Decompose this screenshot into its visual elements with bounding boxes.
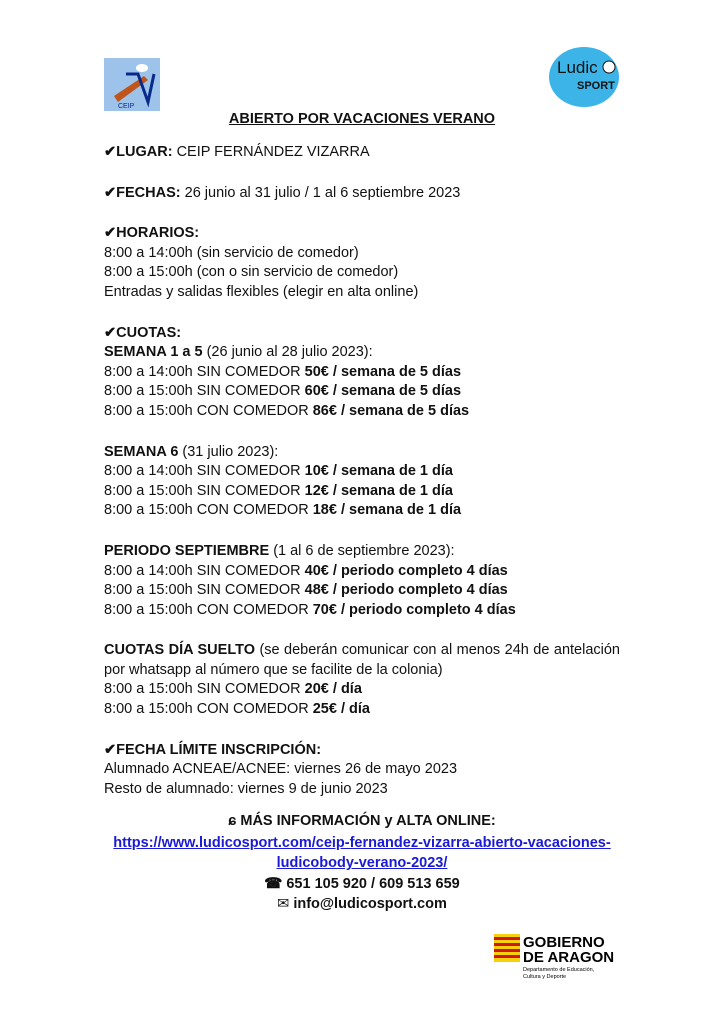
- check-icon: ✔: [104, 225, 117, 242]
- fee-group-title: SEMANA 1 a 5: [104, 344, 203, 361]
- svg-text:CEIP: CEIP: [118, 103, 135, 110]
- fee-schedule: 8:00 a 14:00h SIN COMEDOR: [104, 463, 305, 480]
- fee-price: 60€ / semana de 5 días: [304, 383, 462, 400]
- svg-text:SPORT: SPORT: [577, 80, 615, 92]
- fee-price: 25€ / día: [312, 701, 370, 718]
- fee-row: [104, 363, 620, 383]
- fee-group-heading: [104, 443, 620, 463]
- fee-schedule: 8:00 a 15:00h CON COMEDOR: [104, 701, 313, 718]
- limite-line: Resto de alumnado: viernes 9 de junio 2023: [104, 780, 388, 797]
- fee-group-title: PERIODO SEPTIEMBRE: [104, 542, 270, 559]
- ceip-logo: [104, 58, 160, 111]
- signup-link-cont[interactable]: ludicobody-verano-2023/: [276, 855, 448, 871]
- fee-schedule: 8:00 a 14:00h SIN COMEDOR: [104, 363, 305, 380]
- fee-group-note: (se deberán comunicar con al menos 24h de antelación por whatsapp al número que se facilite de la colonia): [104, 642, 620, 678]
- svg-text:GOBIERNO: GOBIERNO: [523, 934, 605, 951]
- lugar-line: [104, 143, 620, 163]
- fee-group-title: SEMANA 6: [104, 443, 179, 460]
- contact-section: [0, 811, 724, 915]
- fee-row: [104, 482, 620, 502]
- fee-schedule: 8:00 a 15:00h CON COMEDOR: [104, 502, 313, 519]
- fee-price: 40€ / periodo completo 4 días: [304, 562, 508, 579]
- fee-schedule: 8:00 a 14:00h SIN COMEDOR: [104, 562, 305, 579]
- fee-row: [104, 680, 620, 700]
- fee-schedule: 8:00 a 15:00h SIN COMEDOR: [104, 582, 305, 599]
- fee-row: [104, 501, 620, 521]
- email-icon: ✉: [277, 896, 290, 912]
- horarios-heading: [104, 224, 620, 244]
- fee-price: 70€ / periodo completo 4 días: [312, 601, 516, 618]
- check-icon: ✔: [104, 184, 117, 201]
- fee-group-heading: [104, 641, 620, 680]
- document-body: [104, 143, 620, 799]
- fee-row: [104, 462, 620, 482]
- fee-group-note: (26 junio al 28 julio 2023):: [202, 344, 373, 361]
- fechas-value: 26 junio al 31 julio / 1 al 6 septiembre 2023: [180, 184, 461, 201]
- fechas-label: FECHAS:: [116, 184, 181, 201]
- fee-schedule: 8:00 a 15:00h SIN COMEDOR: [104, 482, 305, 499]
- fee-price: 48€ / periodo completo 4 días: [304, 582, 508, 599]
- page-title: ABIERTO POR VACACIONES VERANO: [228, 111, 496, 127]
- svg-text:Cultura y Deporte: Cultura y Deporte: [523, 974, 567, 980]
- fee-row: [104, 562, 620, 582]
- fee-row: [104, 382, 620, 402]
- phone-icon: ☎: [264, 875, 283, 892]
- signup-link[interactable]: https://www.ludicosport.com/ceip-fernandez-vizarra-abierto-vacaciones-: [113, 834, 611, 851]
- svg-text:Departamento de Educación,: Departamento de Educación,: [523, 967, 595, 973]
- horario-line: 8:00 a 14:00h (sin servicio de comedor): [104, 244, 359, 261]
- fee-group-heading: [104, 343, 620, 363]
- horario-line: Entradas y salidas flexibles (elegir en alta online): [104, 283, 419, 300]
- phone-numbers: 651 105 920 / 609 513 659: [286, 875, 460, 892]
- fee-schedule: 8:00 a 15:00h SIN COMEDOR: [104, 383, 305, 400]
- info-heading-text: MÁS INFORMACIÓN y ALTA ONLINE:: [240, 813, 496, 829]
- svg-text:DE ARAGON: DE ARAGON: [523, 949, 615, 966]
- fee-price: 18€ / semana de 1 día: [312, 502, 462, 519]
- gobierno-aragon-logo: [494, 932, 624, 982]
- ludicosport-logo: [549, 47, 619, 107]
- fee-row: [104, 402, 620, 422]
- fee-price: 20€ / día: [304, 681, 362, 698]
- horarios-label: HORARIOS:: [116, 225, 200, 242]
- fee-price: 10€ / semana de 1 día: [304, 463, 453, 480]
- fee-schedule: 8:00 a 15:00h CON COMEDOR: [104, 402, 313, 419]
- fee-group-title: CUOTAS DÍA SUELTO: [104, 642, 255, 659]
- fechas-line: [104, 184, 620, 204]
- fee-group-note: (1 al 6 de septiembre 2023):: [269, 542, 455, 559]
- info-heading: [0, 811, 724, 832]
- fee-row: [104, 601, 620, 621]
- fee-schedule: 8:00 a 15:00h SIN COMEDOR: [104, 681, 305, 698]
- lugar-label: LUGAR:: [116, 144, 173, 160]
- fee-price: 86€ / semana de 5 días: [312, 402, 470, 419]
- fee-group-note: (31 julio 2023):: [178, 443, 279, 460]
- fee-row: [104, 700, 620, 720]
- lugar-value: CEIP FERNÁNDEZ VIZARRA: [172, 144, 370, 160]
- check-icon: ✔: [104, 324, 117, 341]
- horario-line: 8:00 a 15:00h (con o sin servicio de comedor): [104, 264, 399, 281]
- check-icon: ✔: [104, 741, 117, 758]
- limite-heading: [104, 741, 620, 761]
- svg-text:Ludic: Ludic: [557, 58, 598, 77]
- cuotas-label: CUOTAS:: [116, 324, 182, 341]
- email-address: info@ludicosport.com: [293, 896, 447, 912]
- fee-schedule: 8:00 a 15:00h CON COMEDOR: [104, 601, 313, 618]
- cuotas-heading: [104, 324, 620, 344]
- fee-row: [104, 581, 620, 601]
- check-icon: ✔: [104, 144, 117, 160]
- fee-price: 50€ / semana de 5 días: [304, 363, 462, 380]
- fee-price: 12€ / semana de 1 día: [304, 482, 453, 499]
- info-icon: ɕ: [228, 813, 237, 829]
- limite-label: FECHA LÍMITE INSCRIPCIÓN:: [116, 741, 322, 758]
- limite-line: Alumnado ACNEAE/ACNEE: viernes 26 de mayo 2023: [104, 761, 458, 778]
- fee-group-heading: [104, 542, 620, 562]
